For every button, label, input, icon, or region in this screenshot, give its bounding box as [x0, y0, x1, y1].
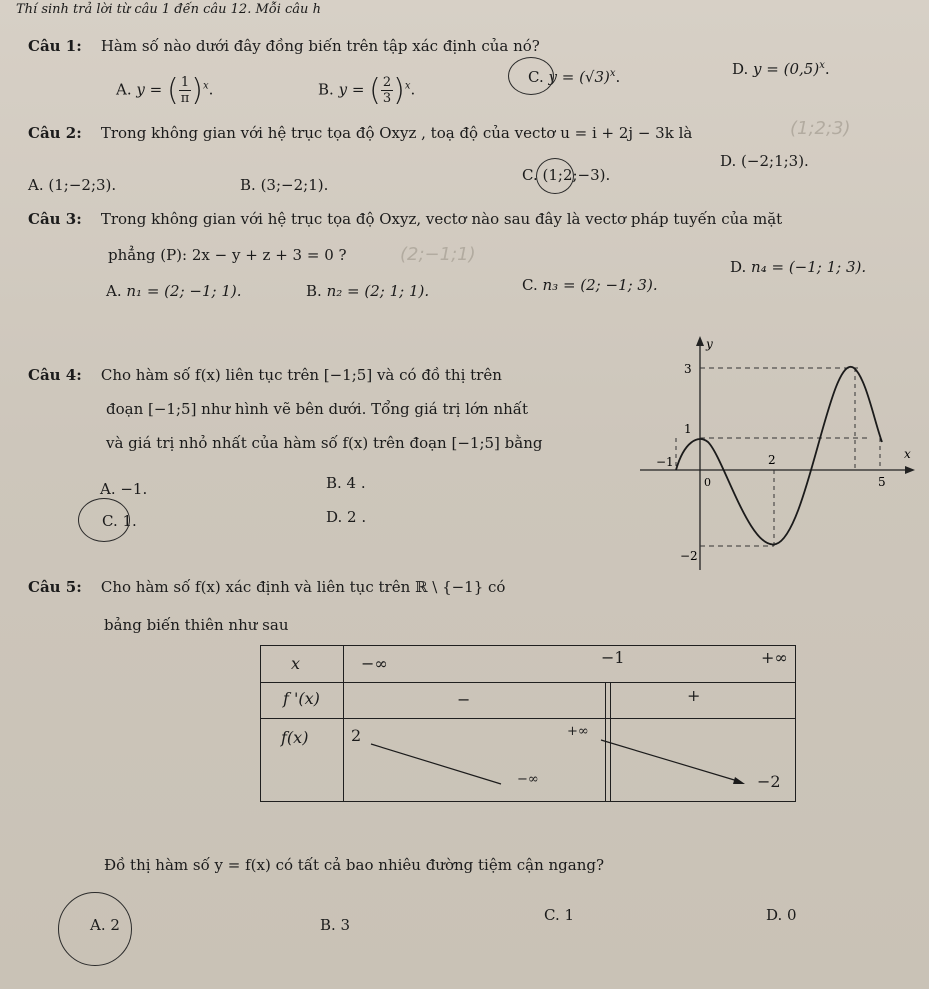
q1-option-b[interactable]: B. y = ( $\frac{2}{3}$ )$^x$. [318, 73, 416, 108]
q4 [28, 366, 502, 384]
q1-a-frac: $\frac{1}{\pi}$ [180, 75, 190, 106]
q4-line3: và giá trị nhỏ nhất của hàm số f(x) trên đoạn [−1;5] bằng [106, 434, 543, 452]
q3-text: Trong không gian với hệ trục tọa độ Oxyz, vectơ nào sau đây là vectơ pháp tuyến của mặt [100, 210, 783, 228]
y-axis-arrow [696, 336, 704, 346]
q2 [28, 124, 692, 142]
table-f-right-top: +∞ [567, 724, 589, 739]
q3-option-a[interactable] [106, 282, 241, 300]
q3-a-letter: A. [106, 282, 122, 300]
function-curve [676, 367, 882, 545]
q5-option-c[interactable]: C. 1 [544, 906, 575, 924]
q3-text2: phẳng (P): 2x − y + z + 3 = 0 ? [108, 246, 347, 264]
q5-question: Đồ thị hàm số y = f(x) có tất cả bao nhiêu đường tiệm cận ngang? [104, 856, 605, 874]
q1-c-fn: y = (√3) [548, 68, 610, 86]
table-x-label: x [291, 654, 301, 673]
q5-answer-circle [58, 892, 132, 966]
q2-answer-circle [536, 158, 574, 194]
q2-a-letter: A. [28, 176, 44, 194]
q4-function-graph [600, 330, 920, 580]
table-arrows [261, 646, 795, 801]
q1-c-letter: C. [528, 68, 544, 86]
table-f-label: f(x) [281, 728, 309, 747]
q5 [28, 578, 505, 596]
arrow-decrease-left [371, 744, 501, 784]
q1-a-letter: A. [116, 80, 132, 99]
q4-answer-circle [78, 498, 130, 542]
arrow-head [733, 777, 745, 784]
q4-label: Câu 4: [28, 366, 82, 384]
q5-text: Cho hàm số f(x) xác định và liên tục trên ℝ \ {−1} có [100, 578, 506, 596]
table-minus1: −1 [601, 648, 625, 667]
q1-a-fn: y = [136, 80, 163, 99]
y-axis-label: y [706, 337, 713, 351]
tick-xneg1: −1 [656, 455, 674, 469]
q5-text2: bảng biến thiên như sau [104, 616, 289, 634]
q2-option-d[interactable] [720, 152, 809, 170]
table-fp-label: f '(x) [283, 689, 320, 708]
q4-option-b[interactable]: B. 4 . [326, 474, 366, 492]
table-f-end: −2 [757, 772, 781, 791]
q3-b-letter: B. [306, 282, 322, 300]
table-f-left: 2 [351, 726, 362, 745]
table-sign-pos: + [687, 686, 701, 705]
q1-text: Hàm số nào dưới đây đồng biến trên tập xác định của nó? [100, 37, 540, 55]
q4-option-c[interactable]: C. 1. [102, 512, 137, 530]
q2-c-letter: C. [522, 166, 538, 184]
q1-answer-circle [508, 57, 554, 95]
q5-label: Câu 5: [28, 578, 82, 596]
q1-b-fn: y = [338, 80, 365, 99]
q4-option-a[interactable]: A. −1. [100, 480, 148, 498]
q3-b-val: n₂ = (2; 1; 1). [326, 282, 430, 300]
q2-label: Câu 2: [28, 124, 82, 142]
q3-option-d[interactable] [730, 258, 866, 276]
table-sign-neg: − [457, 690, 471, 709]
q2-pencil-note: (1;2;3) [790, 118, 851, 139]
variation-table [260, 645, 796, 802]
q4-option-d[interactable]: D. 2 . [326, 508, 367, 526]
table-neg-inf: −∞ [361, 654, 388, 673]
q3 [28, 210, 782, 228]
q2-text: Trong không gian với hệ trục tọa độ Oxyz , toạ độ của vectơ u = i + 2j − 3k là [100, 124, 693, 142]
q2-d-letter: D. [720, 152, 737, 170]
q5-option-b[interactable]: B. 3 [320, 916, 351, 934]
x-axis-arrow [905, 466, 915, 474]
q2-d-val: (−2;1;3). [741, 152, 809, 170]
tick-y1: 1 [684, 422, 692, 436]
q3-label: Câu 3: [28, 210, 82, 228]
q1-option-d[interactable]: D. $y = (0,5)^x$. [732, 60, 830, 78]
q5-option-a[interactable]: A. 2 [90, 916, 120, 934]
q2-b-letter: B. [240, 176, 256, 194]
header-instructions: Thí sinh trả lời từ câu 1 đến câu 12. Mỗi câu h [16, 2, 321, 17]
q3-d-val: n₄ = (−1; 1; 3). [751, 258, 867, 276]
x-axis-label: x [904, 447, 911, 461]
tick-yneg2: −2 [680, 549, 698, 563]
q4-line2: đoạn [−1;5] như hình vẽ bên dưới. Tổng giá trị lớn nhất [106, 400, 529, 418]
q3-pencil-note: (2;−1;1) [400, 244, 476, 265]
q4-line1: Cho hàm số f(x) liên tục trên [−1;5] và có đồ thị trên [100, 366, 502, 384]
q1-label: Câu 1: [28, 37, 82, 55]
q1-b-letter: B. [318, 80, 334, 99]
q2-c-val: (1;2;−3). [542, 166, 611, 184]
q2-option-b[interactable] [240, 176, 328, 194]
q1 [28, 37, 540, 55]
q3-c-letter: C. [522, 276, 538, 294]
arrow-decrease-right [601, 740, 741, 782]
q5-option-d[interactable]: D. 0 [766, 906, 797, 924]
table-f-bottom: −∞ [517, 772, 539, 787]
q1-d-fn: y = (0,5) [753, 60, 820, 78]
q3-a-val: n₁ = (2; −1; 1). [126, 282, 242, 300]
q2-b-val: (3;−2;1). [260, 176, 329, 194]
q3-option-c[interactable] [522, 276, 658, 294]
table-pos-inf: +∞ [761, 648, 788, 667]
q1-d-letter: D. [732, 60, 749, 78]
q3-option-b[interactable] [306, 282, 429, 300]
q1-b-frac: $\frac{2}{3}$ [382, 75, 392, 106]
tick-y3: 3 [684, 362, 692, 376]
q1-option-c[interactable]: C. $y = (√3)^x$. [528, 68, 621, 86]
q2-option-a[interactable] [28, 176, 116, 194]
q3-d-letter: D. [730, 258, 747, 276]
tick-x2: 2 [768, 453, 776, 467]
tick-x5: 5 [878, 475, 886, 489]
q3-c-val: n₃ = (2; −1; 3). [542, 276, 658, 294]
q1-option-a[interactable]: A. y = ( $\frac{1}{\pi}$ )$^x$. [116, 73, 214, 108]
q2-a-val: (1;−2;3). [48, 176, 117, 194]
origin-label: 0 [704, 476, 711, 489]
